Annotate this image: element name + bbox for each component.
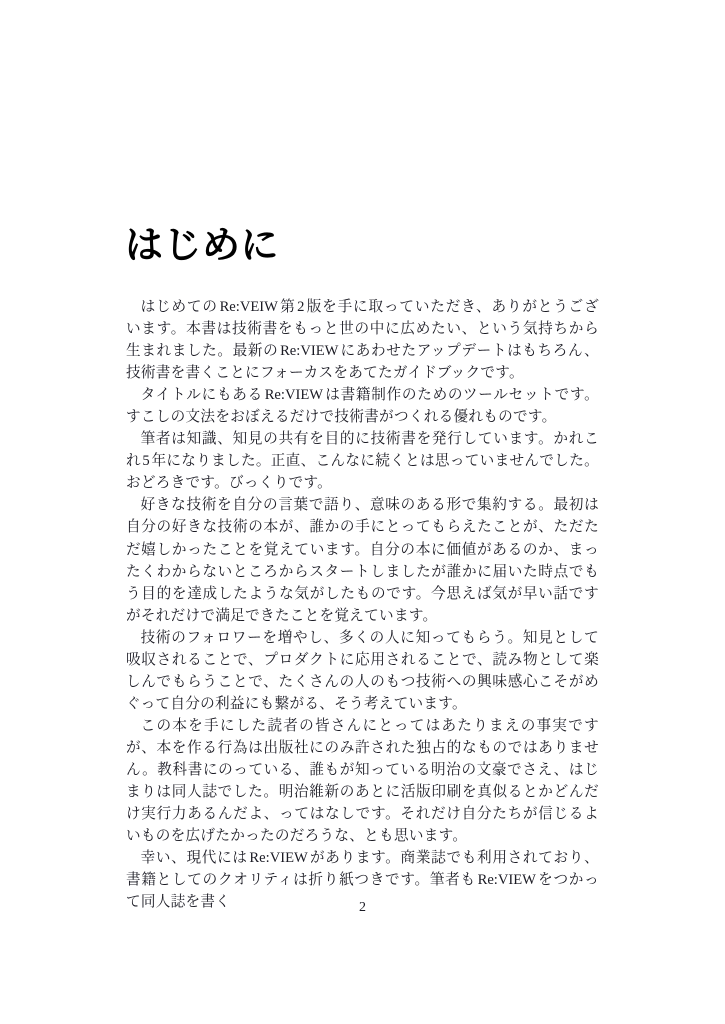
inline-latin-term: Re:VIEW <box>477 872 536 889</box>
inline-latin-term: Re:VIEW <box>249 850 308 867</box>
inline-latin-term: Re:VIEW <box>264 387 324 404</box>
inline-number: 2 <box>297 299 305 315</box>
paragraph: はじめての Re:VEIW 第2版を手に取っていただき、ありがとうございます。本書は技術書をもっと世の中に広めたい、という気持ちから生まれました。最新の Re:VIEW にあわせたアップデートはもちろん、技術書を書くことにフォーカスをあてたガイドブックです。 <box>126 299 599 382</box>
page-title: はじめに <box>125 223 280 268</box>
paragraph: この本を手にした読者の皆さんにとってはあたりまえの事実ですが、本を作る行為は出版社にのみ許された独占的なものではありません。教科書にのっている、誰もが知っている明治の文豪でさえ、はじまりは同人誌でした。明治維新のあとに活版印刷を真似るとかどんだけ実行力あるんだよ、ってはなしです。それだけ自分たちが信じるよいものを広げたかったのだろうな、とも思います。 <box>126 717 599 845</box>
page-number: 2 <box>359 900 366 915</box>
inline-latin-term: Re:VEIW <box>219 299 278 315</box>
paragraph: 好きな技術を自分の言葉で語り、意味のある形で集約する。最初は自分の好きな技術の本が、誰かの手にとってもらえたことが、ただただ嬉しかったことを覚えています。自分の本に価値があるのか、まったくわからないところからスタートしましたが誰かに届いた時点でもう目的を達成したような気がしたものです。今思えば気が早い話ですがそれだけで満足できたことを覚えています。 <box>126 497 599 624</box>
paragraph: 幸い、現代には Re:VIEW があります。商業誌でも利用されており、書籍としてのクオリティは折り紙つきです。筆者も Re:VIEW をつかって同人誌を書く <box>126 850 600 911</box>
inline-latin-term: Re:VIEW <box>280 343 339 360</box>
paragraph: 筆者は知識、知見の共有を目的に技術書を発行しています。かれこれ5年になりました。正直、こんなに続くとは思っていませんでした。おどろきです。びっくりです。 <box>126 431 599 492</box>
paragraph: タイトルにもある Re:VIEW は書籍制作のためのツールセットです。すこしの文法をおぼえるだけで技術書がつくれる優れものです。 <box>126 387 599 426</box>
paragraph: 技術のフォロワーを増やし、多くの人に知ってもらう。知見として吸収されることで、プロダクトに応用されることで、読み物として楽しんでもらうことで、たくさんの人のもつ技術への興味感心こそがめぐって自分の利益にも繋がる、そう考えています。 <box>126 629 599 712</box>
body-text-block <box>126 296 599 913</box>
inline-number: 5 <box>142 453 150 470</box>
